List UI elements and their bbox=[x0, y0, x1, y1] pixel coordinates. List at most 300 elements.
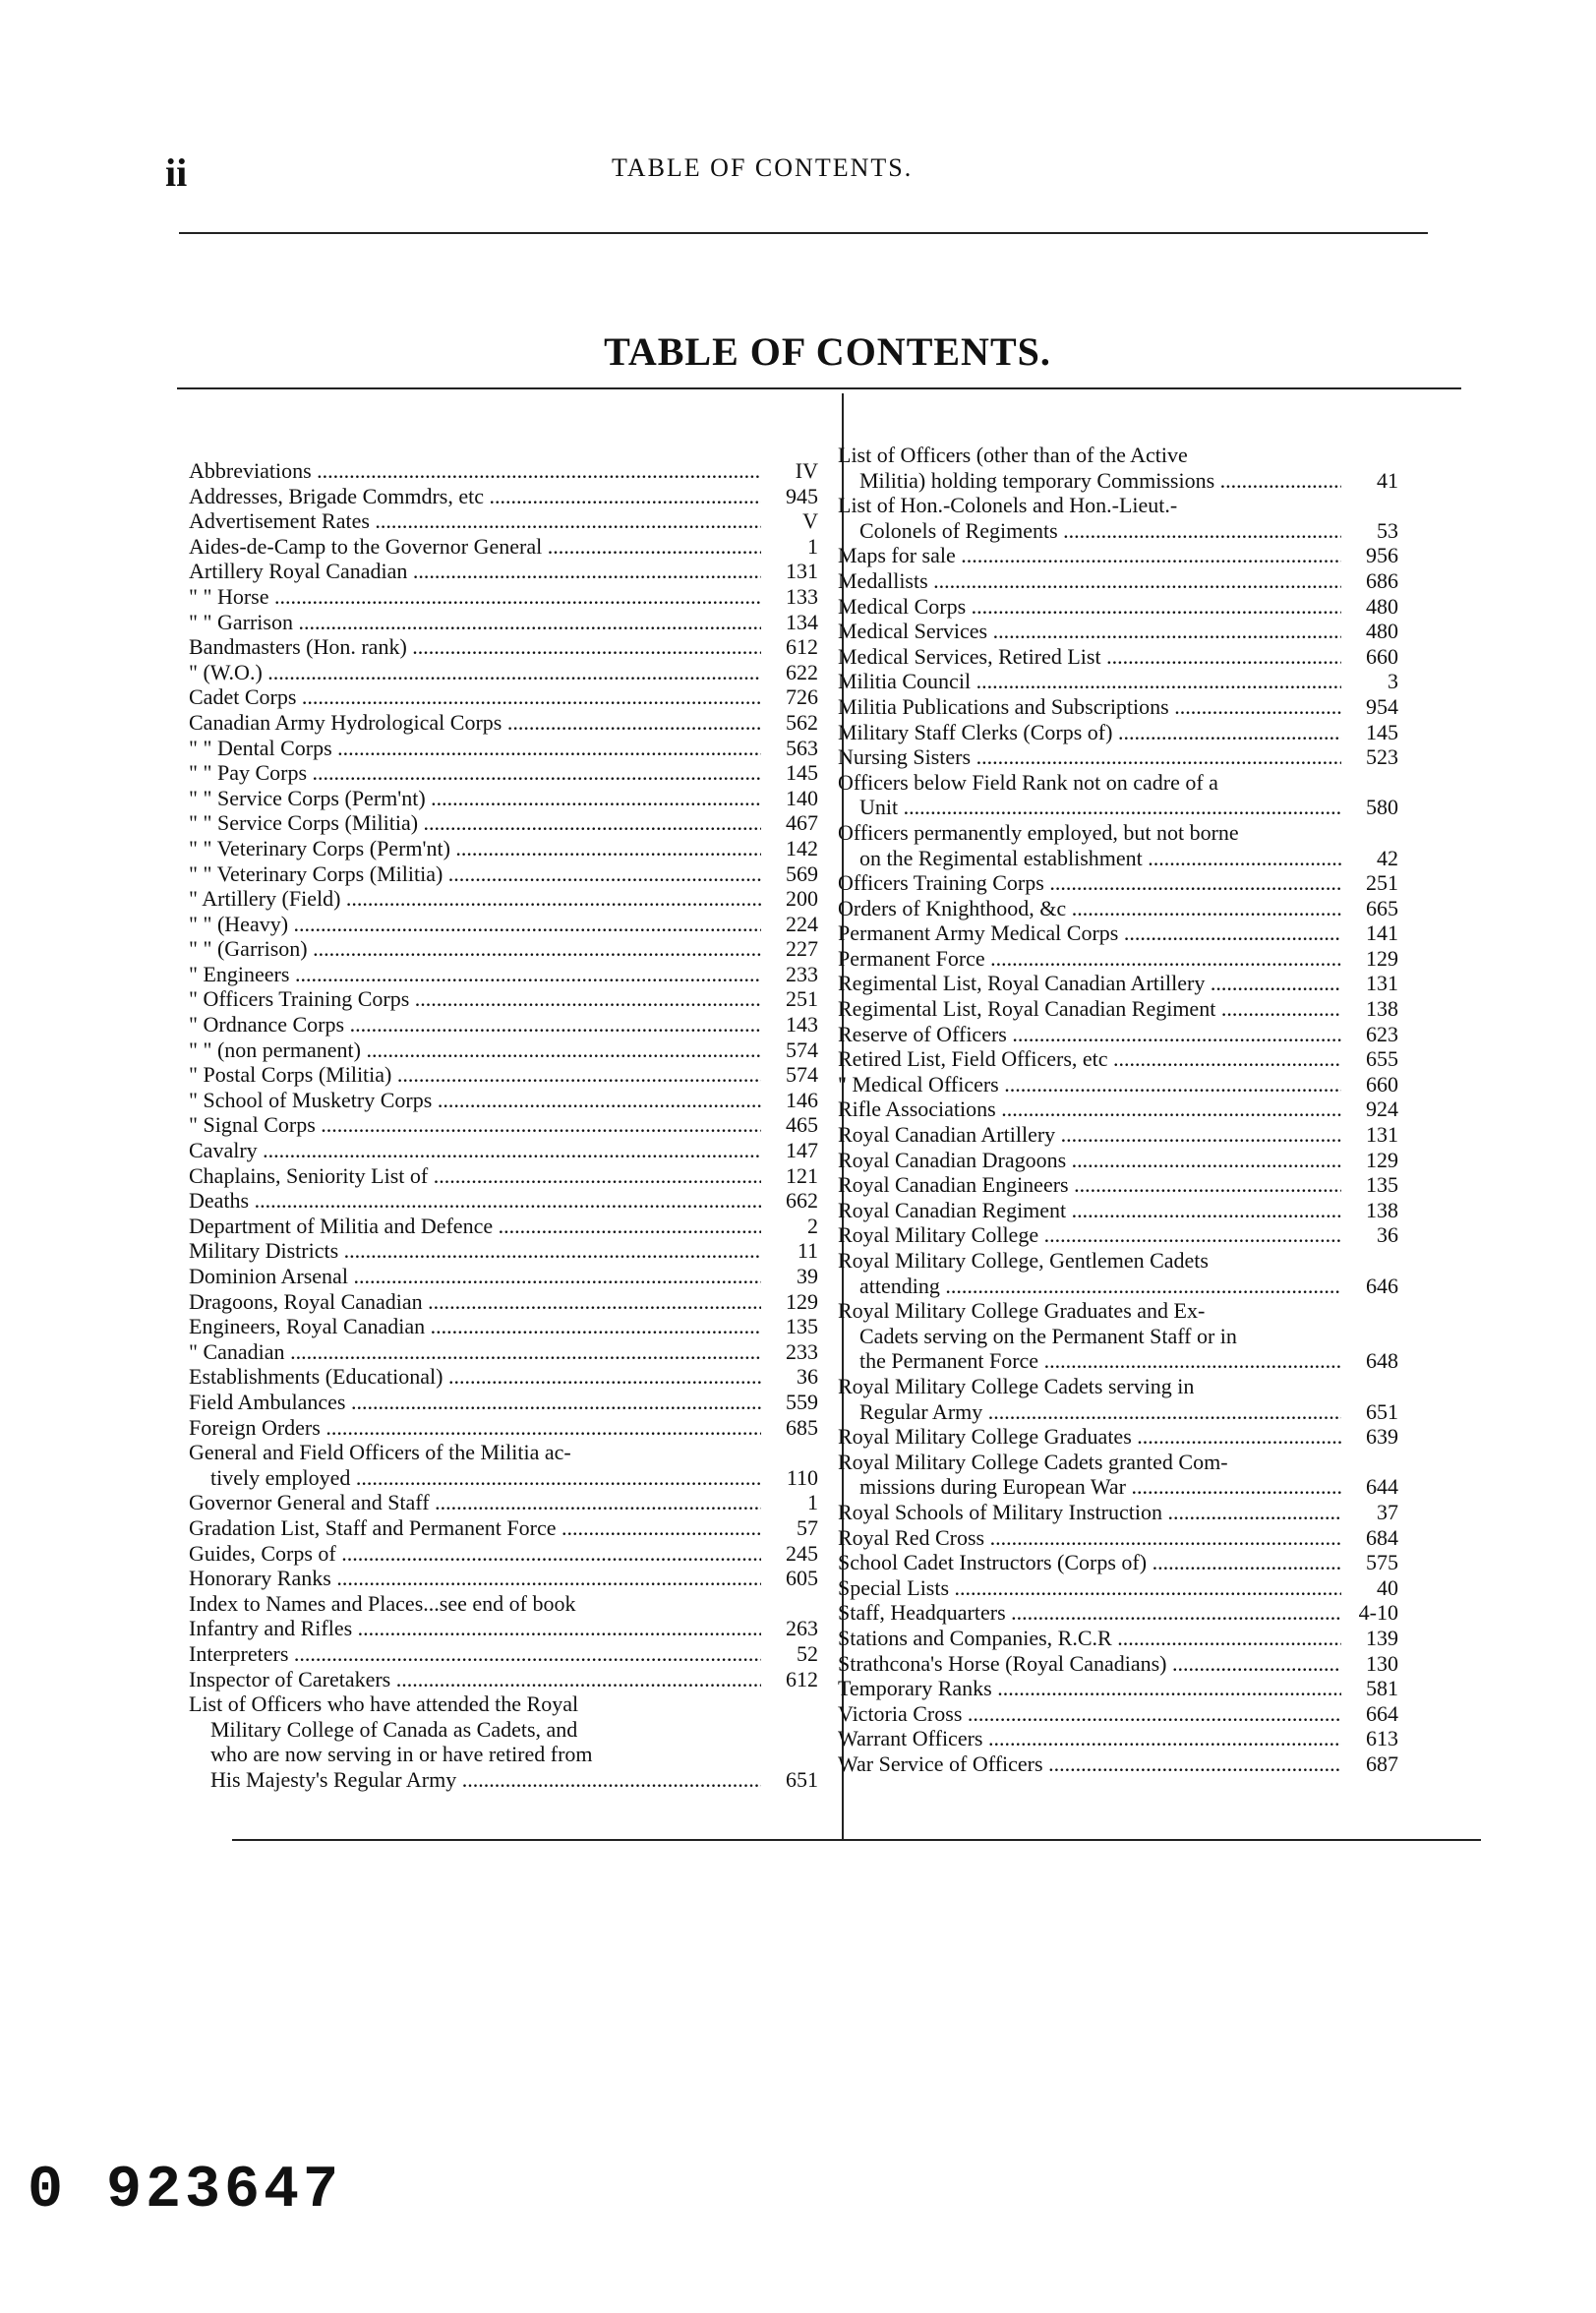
toc-entry-label: " Signal Corps ..... bbox=[189, 1112, 761, 1138]
toc-entry bbox=[189, 1415, 818, 1441]
toc-entry-label: War Service of Officers ..... bbox=[838, 1751, 1341, 1777]
toc-entry-label: Staff, Headquarters ..... bbox=[838, 1600, 1341, 1626]
toc-entry-label: Dominion Arsenal ..... bbox=[189, 1264, 761, 1289]
toc-entry-page: 467 bbox=[786, 810, 818, 836]
toc-entry-page: 134 bbox=[786, 609, 818, 634]
toc-entry bbox=[189, 1163, 818, 1189]
toc-entry-label: " " Veterinary Corps (Perm'nt) ..... bbox=[189, 836, 761, 861]
toc-entry bbox=[189, 1238, 818, 1264]
toc-entry bbox=[838, 1248, 1398, 1298]
toc-entry-page: 665 bbox=[1366, 895, 1398, 920]
toc-entry-label: Cadets serving on the Permanent Staff or in bbox=[859, 1323, 1237, 1348]
toc-entry-label: " " (Garrison) ..... bbox=[189, 936, 761, 962]
toc-entry-page: 575 bbox=[1366, 1550, 1398, 1575]
toc-entry-page: 42 bbox=[1377, 845, 1398, 870]
toc-entry-page: 612 bbox=[786, 1666, 818, 1691]
toc-entry-page: 251 bbox=[786, 986, 818, 1012]
toc-entry-label: List of Officers who have attended the Royal bbox=[189, 1691, 579, 1717]
toc-entry-label: Maps for sale ..... bbox=[838, 543, 1341, 568]
toc-entry-page: 131 bbox=[1366, 971, 1398, 996]
toc-entry-label: Royal Military College Graduates ..... bbox=[838, 1424, 1341, 1450]
toc-entry-label: " Medical Officers ..... bbox=[838, 1072, 1341, 1097]
toc-entry bbox=[838, 770, 1398, 820]
toc-entry-label: Royal Military College Cadets serving in bbox=[838, 1373, 1195, 1398]
toc-entry-page: 57 bbox=[797, 1514, 818, 1540]
toc-entry bbox=[838, 1550, 1398, 1575]
toc-entry-label: " Artillery (Field) ..... bbox=[189, 886, 761, 912]
toc-entry-page: 130 bbox=[1366, 1650, 1398, 1676]
toc-entry-label: Medical Services ..... bbox=[838, 619, 1341, 644]
toc-entry-label: " " Pay Corps ..... bbox=[189, 760, 761, 786]
toc-entry-page: 36 bbox=[1377, 1222, 1398, 1248]
toc-entry-label: " Canadian ..... bbox=[189, 1339, 761, 1365]
toc-entry bbox=[189, 1566, 818, 1591]
toc-entry-label: Royal Canadian Regiment ..... bbox=[838, 1198, 1341, 1223]
toc-entry-label: Orders of Knighthood, &c ..... bbox=[838, 896, 1341, 921]
toc-entry-label: Gradation List, Staff and Permanent Force ..... bbox=[189, 1515, 761, 1541]
toc-entry-page: 245 bbox=[786, 1540, 818, 1566]
toc-entry bbox=[838, 1148, 1398, 1173]
toc-entry-label: Honorary Ranks ..... bbox=[189, 1566, 761, 1591]
toc-entry-page: 131 bbox=[1366, 1122, 1398, 1148]
toc-entry-label: Regular Army ..... bbox=[838, 1399, 1341, 1425]
toc-entry-label: Infantry and Rifles ..... bbox=[189, 1616, 761, 1641]
toc-entry bbox=[189, 1088, 818, 1113]
toc-entry-label: Colonels of Regiments ..... bbox=[838, 518, 1341, 544]
toc-entry-page: 141 bbox=[1366, 920, 1398, 946]
toc-entry bbox=[838, 443, 1398, 493]
toc-entry bbox=[189, 610, 818, 635]
toc-entry bbox=[189, 710, 818, 736]
toc-entry-label: who are now serving in or have retired from bbox=[210, 1742, 593, 1767]
toc-entry-label: " " Service Corps (Perm'nt) ..... bbox=[189, 786, 761, 811]
toc-entry-label: Royal Military College Graduates and Ex- bbox=[838, 1298, 1206, 1324]
title-rule bbox=[177, 387, 1461, 389]
toc-entry-label: " " Dental Corps ..... bbox=[189, 736, 761, 761]
toc-entry-label: Militia Council ..... bbox=[838, 669, 1341, 694]
toc-entry bbox=[838, 1450, 1398, 1500]
toc-entry-page: 2 bbox=[807, 1213, 818, 1238]
toc-entry-page: 145 bbox=[786, 760, 818, 786]
toc-entry-label: Advertisement Rates ..... bbox=[189, 508, 761, 534]
bottom-rule bbox=[232, 1839, 1481, 1841]
toc-entry-label: Military College of Canada as Cadets, and bbox=[210, 1716, 578, 1742]
toc-entry bbox=[838, 568, 1398, 594]
toc-entry bbox=[189, 986, 818, 1012]
toc-entry bbox=[189, 1515, 818, 1541]
toc-entry bbox=[838, 1525, 1398, 1551]
toc-entry-label: attending ..... bbox=[838, 1274, 1341, 1299]
toc-entry-page: 139 bbox=[1366, 1625, 1398, 1650]
toc-entry-page: 142 bbox=[786, 835, 818, 860]
toc-entry-label: Reserve of Officers ..... bbox=[838, 1022, 1341, 1047]
header-rule bbox=[179, 232, 1428, 234]
toc-entry-label: on the Regimental establishment ..... bbox=[838, 846, 1341, 871]
toc-entry-label: Engineers, Royal Canadian ..... bbox=[189, 1314, 761, 1339]
toc-entry-label: Governor General and Staff ..... bbox=[189, 1490, 761, 1515]
toc-entry-page: 563 bbox=[786, 735, 818, 760]
toc-entry-page: 956 bbox=[1366, 543, 1398, 568]
toc-entry bbox=[838, 644, 1398, 670]
toc-entry bbox=[838, 1626, 1398, 1651]
toc-entry bbox=[189, 1339, 818, 1365]
toc-entry-page: 40 bbox=[1377, 1574, 1398, 1600]
toc-entry bbox=[838, 1651, 1398, 1677]
toc-entry-page: IV bbox=[795, 458, 818, 483]
toc-entry-page: 644 bbox=[1366, 1474, 1398, 1500]
toc-entry bbox=[189, 886, 818, 912]
toc-entry bbox=[838, 694, 1398, 720]
toc-entry-page: 133 bbox=[786, 583, 818, 609]
toc-entry bbox=[189, 684, 818, 710]
toc-entry-label: List of Officers (other than of the Active bbox=[838, 443, 1188, 467]
toc-entry bbox=[838, 493, 1398, 543]
toc-entry-label: Permanent Army Medical Corps ..... bbox=[838, 920, 1341, 946]
toc-entry-label: Medical Corps ..... bbox=[838, 594, 1341, 620]
toc-entry-label: Military Districts ..... bbox=[189, 1238, 761, 1264]
toc-entry-label: " " Service Corps (Militia) ..... bbox=[189, 810, 761, 836]
toc-entry-label: Royal Military College ..... bbox=[838, 1222, 1341, 1248]
toc-entry bbox=[838, 1726, 1398, 1751]
toc-entry-page: 574 bbox=[786, 1037, 818, 1062]
toc-entry bbox=[838, 1701, 1398, 1727]
toc-entry bbox=[838, 971, 1398, 996]
toc-entry-label: Cadet Corps ..... bbox=[189, 684, 761, 710]
toc-entry-label: Royal Military College Cadets granted Com- bbox=[838, 1449, 1228, 1474]
toc-entry-page: 140 bbox=[786, 785, 818, 810]
toc-entry-page: 480 bbox=[1366, 593, 1398, 619]
toc-entry bbox=[189, 634, 818, 660]
toc-entry-label: Special Lists ..... bbox=[838, 1575, 1341, 1601]
toc-entry-label: " Officers Training Corps ..... bbox=[189, 986, 761, 1012]
toc-entry-page: 200 bbox=[786, 886, 818, 912]
toc-entry-page: 945 bbox=[786, 483, 818, 508]
toc-entry bbox=[189, 836, 818, 861]
toc-entry-page: 580 bbox=[1366, 795, 1398, 820]
toc-entry-label: " School of Musketry Corps ..... bbox=[189, 1088, 761, 1113]
toc-entry bbox=[838, 870, 1398, 896]
toc-entry bbox=[838, 1022, 1398, 1047]
toc-entry bbox=[838, 820, 1398, 870]
toc-entry-label: Cavalry ..... bbox=[189, 1138, 761, 1163]
toc-entry bbox=[189, 1667, 818, 1692]
toc-entry bbox=[838, 1122, 1398, 1148]
toc-entry-page: 129 bbox=[1366, 1147, 1398, 1172]
toc-entry-label: His Majesty's Regular Army ..... bbox=[189, 1767, 761, 1793]
toc-entry bbox=[838, 543, 1398, 568]
toc-entry-label: Royal Red Cross ..... bbox=[838, 1525, 1341, 1551]
toc-entry-label: List of Hon.-Colonels and Hon.-Lieut.- bbox=[838, 493, 1178, 518]
toc-entry bbox=[838, 1424, 1398, 1450]
toc-entry-page: 651 bbox=[786, 1766, 818, 1792]
toc-entry bbox=[189, 912, 818, 937]
toc-entry-label: Stations and Companies, R.C.R ..... bbox=[838, 1626, 1341, 1651]
toc-entry-page: 623 bbox=[1366, 1021, 1398, 1046]
toc-entry-label: Officers Training Corps ..... bbox=[838, 870, 1341, 896]
toc-entry-page: 605 bbox=[786, 1566, 818, 1591]
toc-entry-label: Chaplains, Seniority List of ..... bbox=[189, 1163, 761, 1189]
toc-entry-page: 651 bbox=[1366, 1398, 1398, 1424]
toc-entry bbox=[189, 559, 818, 584]
toc-entry-label: Interpreters ..... bbox=[189, 1641, 761, 1667]
toc-entry-page: 233 bbox=[786, 961, 818, 986]
toc-entry bbox=[838, 1097, 1398, 1122]
toc-entry-page: 129 bbox=[1366, 945, 1398, 971]
toc-entry-page: 224 bbox=[786, 911, 818, 936]
toc-entry-page: 37 bbox=[1377, 1499, 1398, 1524]
toc-entry-page: 655 bbox=[1366, 1046, 1398, 1072]
toc-entry-page: 129 bbox=[786, 1288, 818, 1314]
toc-entry-label: Guides, Corps of ..... bbox=[189, 1541, 761, 1567]
toc-entry bbox=[838, 1575, 1398, 1601]
page-title: TABLE OF CONTENTS. bbox=[604, 329, 1051, 374]
toc-entry-page: 110 bbox=[786, 1464, 818, 1490]
toc-entry-page: 648 bbox=[1366, 1348, 1398, 1374]
toc-entry-page: 660 bbox=[1366, 643, 1398, 669]
running-title: TABLE OF CONTENTS. bbox=[612, 153, 914, 182]
toc-entry-page: 146 bbox=[786, 1087, 818, 1112]
toc-entry bbox=[189, 660, 818, 685]
toc-entry bbox=[838, 1676, 1398, 1701]
toc-entry-page: 664 bbox=[1366, 1700, 1398, 1726]
toc-entry bbox=[838, 1374, 1398, 1424]
toc-entry-label: Canadian Army Hydrological Corps ..... bbox=[189, 710, 761, 736]
toc-entry-label: Aides-de-Camp to the Governor General ..... bbox=[189, 534, 761, 560]
toc-entry-page: 726 bbox=[786, 684, 818, 710]
toc-entry bbox=[189, 962, 818, 987]
toc-entry-page: 559 bbox=[786, 1389, 818, 1414]
toc-entry bbox=[838, 1600, 1398, 1626]
toc-entry-page: 143 bbox=[786, 1012, 818, 1038]
toc-entry bbox=[189, 1691, 818, 1792]
toc-entry-page: 263 bbox=[786, 1616, 818, 1641]
toc-entry-label: " Postal Corps (Militia) ..... bbox=[189, 1062, 761, 1088]
toc-entry-page: 687 bbox=[1366, 1750, 1398, 1776]
toc-entry-label: " " Garrison ..... bbox=[189, 610, 761, 635]
toc-entry-label: Royal Canadian Engineers ..... bbox=[838, 1172, 1341, 1198]
toc-entry-page: 135 bbox=[1366, 1172, 1398, 1198]
toc-entry bbox=[189, 760, 818, 786]
toc-entry-page: 4-10 bbox=[1358, 1600, 1398, 1626]
toc-entry-label: Bandmasters (Hon. rank) ..... bbox=[189, 634, 761, 660]
toc-entry-page: 613 bbox=[1366, 1726, 1398, 1751]
toc-entry-label: Medallists ..... bbox=[838, 568, 1341, 594]
toc-entry bbox=[838, 920, 1398, 946]
toc-entry-page: 145 bbox=[1366, 719, 1398, 744]
toc-entry bbox=[189, 1289, 818, 1315]
page-number: ii bbox=[165, 150, 188, 195]
toc-entry-label: Deaths ..... bbox=[189, 1188, 761, 1214]
toc-entry-page: 662 bbox=[786, 1188, 818, 1214]
toc-entry bbox=[189, 736, 818, 761]
toc-entry bbox=[189, 1364, 818, 1390]
toc-entry-label: Royal Canadian Artillery ..... bbox=[838, 1122, 1341, 1148]
toc-entry-page: 574 bbox=[786, 1062, 818, 1088]
toc-entry-label: " " Veterinary Corps (Militia) ..... bbox=[189, 861, 761, 887]
toc-entry bbox=[838, 594, 1398, 620]
toc-entry-label: Militia) holding temporary Commissions ..... bbox=[838, 468, 1341, 494]
toc-entry-label: Military Staff Clerks (Corps of) ..... bbox=[838, 720, 1341, 745]
toc-entry-page: 138 bbox=[1366, 996, 1398, 1022]
toc-entry-label: Dragoons, Royal Canadian ..... bbox=[189, 1289, 761, 1315]
toc-left-column bbox=[189, 458, 818, 1792]
toc-entry bbox=[189, 1038, 818, 1063]
toc-entry-label: " " Horse ..... bbox=[189, 584, 761, 610]
toc-entry bbox=[838, 1500, 1398, 1525]
toc-entry bbox=[189, 1138, 818, 1163]
toc-entry-label: Nursing Sisters ..... bbox=[838, 744, 1341, 770]
toc-entry-label: Officers permanently employed, but not borne bbox=[838, 819, 1239, 845]
toc-entry-label: Department of Militia and Defence ..... bbox=[189, 1214, 761, 1239]
toc-entry-page: 480 bbox=[1366, 619, 1398, 644]
toc-entry-label: Index to Names and Places...see end of book bbox=[189, 1590, 576, 1616]
toc-entry-page: 646 bbox=[1366, 1273, 1398, 1298]
toc-entry-page: 131 bbox=[786, 559, 818, 584]
toc-entry-page: 523 bbox=[1366, 744, 1398, 770]
toc-entry-page: 569 bbox=[786, 860, 818, 886]
toc-entry-page: 660 bbox=[1366, 1071, 1398, 1097]
toc-entry bbox=[838, 896, 1398, 921]
toc-entry-label: Permanent Force ..... bbox=[838, 946, 1341, 972]
toc-entry-label: Militia Publications and Subscriptions ..... bbox=[838, 694, 1341, 720]
toc-entry bbox=[189, 1062, 818, 1088]
toc-entry bbox=[189, 1616, 818, 1641]
toc-entry bbox=[189, 1641, 818, 1667]
toc-entry bbox=[189, 458, 818, 484]
toc-entry-label: tively employed ..... bbox=[189, 1465, 761, 1491]
toc-entry-label: Regimental List, Royal Canadian Regiment ..... bbox=[838, 996, 1341, 1022]
toc-entry-page: 622 bbox=[786, 659, 818, 684]
toc-entry-page: 465 bbox=[786, 1112, 818, 1138]
toc-entry-label: Retired List, Field Officers, etc ..... bbox=[838, 1046, 1341, 1072]
toc-entry bbox=[189, 1112, 818, 1138]
toc-entry-label: Regimental List, Royal Canadian Artillery ..... bbox=[838, 971, 1341, 996]
toc-entry-page: 954 bbox=[1366, 693, 1398, 719]
toc-entry bbox=[838, 1298, 1398, 1374]
toc-entry bbox=[189, 1188, 818, 1214]
toc-entry-label: School Cadet Instructors (Corps of) ..... bbox=[838, 1550, 1341, 1575]
toc-entry bbox=[838, 669, 1398, 694]
toc-entry-page: 685 bbox=[786, 1414, 818, 1440]
toc-entry-label: Temporary Ranks ..... bbox=[838, 1676, 1341, 1701]
toc-entry-label: Officers below Field Rank not on cadre of a bbox=[838, 769, 1218, 795]
toc-entry bbox=[189, 584, 818, 610]
toc-entry-page: 39 bbox=[797, 1264, 818, 1288]
toc-entry-label: " Ordnance Corps ..... bbox=[189, 1012, 761, 1038]
toc-entry-page: 639 bbox=[1366, 1424, 1398, 1450]
toc-entry-label: Warrant Officers ..... bbox=[838, 1726, 1341, 1751]
toc-entry-page: 924 bbox=[1366, 1097, 1398, 1122]
toc-entry-label: Medical Services, Retired List ..... bbox=[838, 644, 1341, 670]
toc-entry bbox=[838, 720, 1398, 745]
toc-entry-page: 3 bbox=[1388, 669, 1398, 694]
toc-entry-page: 684 bbox=[1366, 1524, 1398, 1550]
toc-entry bbox=[838, 1172, 1398, 1198]
toc-entry-label: the Permanent Force ..... bbox=[838, 1348, 1341, 1374]
toc-entry-label: Inspector of Caretakers ..... bbox=[189, 1667, 761, 1692]
toc-entry bbox=[189, 861, 818, 887]
toc-entry-page: 251 bbox=[1366, 870, 1398, 896]
toc-entry bbox=[838, 946, 1398, 972]
toc-entry-label: Victoria Cross ..... bbox=[838, 1701, 1341, 1727]
toc-entry bbox=[189, 1264, 818, 1289]
toc-entry-page: 36 bbox=[797, 1364, 818, 1390]
toc-entry-label: Artillery Royal Canadian ..... bbox=[189, 559, 761, 584]
toc-entry-page: V bbox=[802, 508, 818, 534]
toc-entry-label: missions during European War ..... bbox=[838, 1474, 1341, 1500]
toc-entry bbox=[189, 1490, 818, 1515]
toc-entry bbox=[838, 619, 1398, 644]
toc-entry-page: 686 bbox=[1366, 567, 1398, 593]
toc-entry bbox=[189, 1214, 818, 1239]
toc-entry-label: Royal Military College, Gentlemen Cadets bbox=[838, 1248, 1209, 1273]
toc-entry-label: Abbreviations ..... bbox=[189, 458, 761, 484]
toc-entry-label: Addresses, Brigade Commdrs, etc ..... bbox=[189, 484, 761, 509]
toc-entry-page: 1 bbox=[807, 1490, 818, 1515]
toc-entry bbox=[838, 1198, 1398, 1223]
toc-entry bbox=[189, 1541, 818, 1567]
toc-entry-label: General and Field Officers of the Militia ac- bbox=[189, 1440, 571, 1465]
toc-entry-label: " Engineers ..... bbox=[189, 962, 761, 987]
toc-entry-label: Establishments (Educational) ..... bbox=[189, 1364, 761, 1390]
toc-entry-label: Royal Schools of Military Instruction ..... bbox=[838, 1500, 1341, 1525]
toc-entry bbox=[189, 1591, 818, 1617]
toc-entry-label: Strathcona's Horse (Royal Canadians) ..... bbox=[838, 1651, 1341, 1677]
toc-entry-label: Foreign Orders ..... bbox=[189, 1415, 761, 1441]
toc-entry-page: 52 bbox=[797, 1640, 818, 1666]
toc-entry bbox=[189, 508, 818, 534]
toc-entry-page: 11 bbox=[797, 1238, 818, 1264]
toc-entry bbox=[189, 810, 818, 836]
toc-entry-page: 227 bbox=[786, 936, 818, 962]
toc-entry-page: 147 bbox=[786, 1138, 818, 1163]
toc-entry-page: 1 bbox=[807, 533, 818, 559]
toc-entry bbox=[838, 1222, 1398, 1248]
toc-entry bbox=[189, 936, 818, 962]
toc-entry-page: 612 bbox=[786, 634, 818, 660]
toc-entry-page: 53 bbox=[1377, 517, 1398, 543]
toc-entry-label: Unit ..... bbox=[838, 795, 1341, 820]
toc-entry-label: " " (Heavy) ..... bbox=[189, 912, 761, 937]
toc-entry bbox=[189, 484, 818, 509]
toc-entry bbox=[838, 1072, 1398, 1097]
toc-entry-page: 562 bbox=[786, 709, 818, 735]
archive-stamp: 0 923647 bbox=[28, 2158, 343, 2224]
toc-entry-page: 41 bbox=[1377, 467, 1398, 493]
toc-entry bbox=[189, 1440, 818, 1490]
toc-entry-label: Field Ambulances ..... bbox=[189, 1390, 761, 1415]
toc-entry-label: Royal Canadian Dragoons ..... bbox=[838, 1148, 1341, 1173]
toc-entry bbox=[838, 996, 1398, 1022]
toc-entry-page: 135 bbox=[786, 1314, 818, 1339]
toc-entry-page: 581 bbox=[1366, 1676, 1398, 1701]
toc-entry bbox=[189, 1314, 818, 1339]
toc-entry bbox=[838, 1046, 1398, 1072]
toc-entry-label: " (W.O.) ..... bbox=[189, 660, 761, 685]
toc-entry-page: 233 bbox=[786, 1338, 818, 1364]
toc-entry-page: 121 bbox=[786, 1162, 818, 1188]
toc-entry bbox=[838, 1751, 1398, 1777]
toc-entry bbox=[189, 1390, 818, 1415]
toc-entry-label: " " (non permanent) ..... bbox=[189, 1038, 761, 1063]
toc-right-column bbox=[838, 443, 1398, 1776]
toc-entry bbox=[189, 786, 818, 811]
toc-entry bbox=[189, 534, 818, 560]
toc-entry-page: 138 bbox=[1366, 1197, 1398, 1222]
toc-entry bbox=[838, 744, 1398, 770]
toc-entry bbox=[189, 1012, 818, 1038]
toc-entry-label: Rifle Associations ..... bbox=[838, 1097, 1341, 1122]
